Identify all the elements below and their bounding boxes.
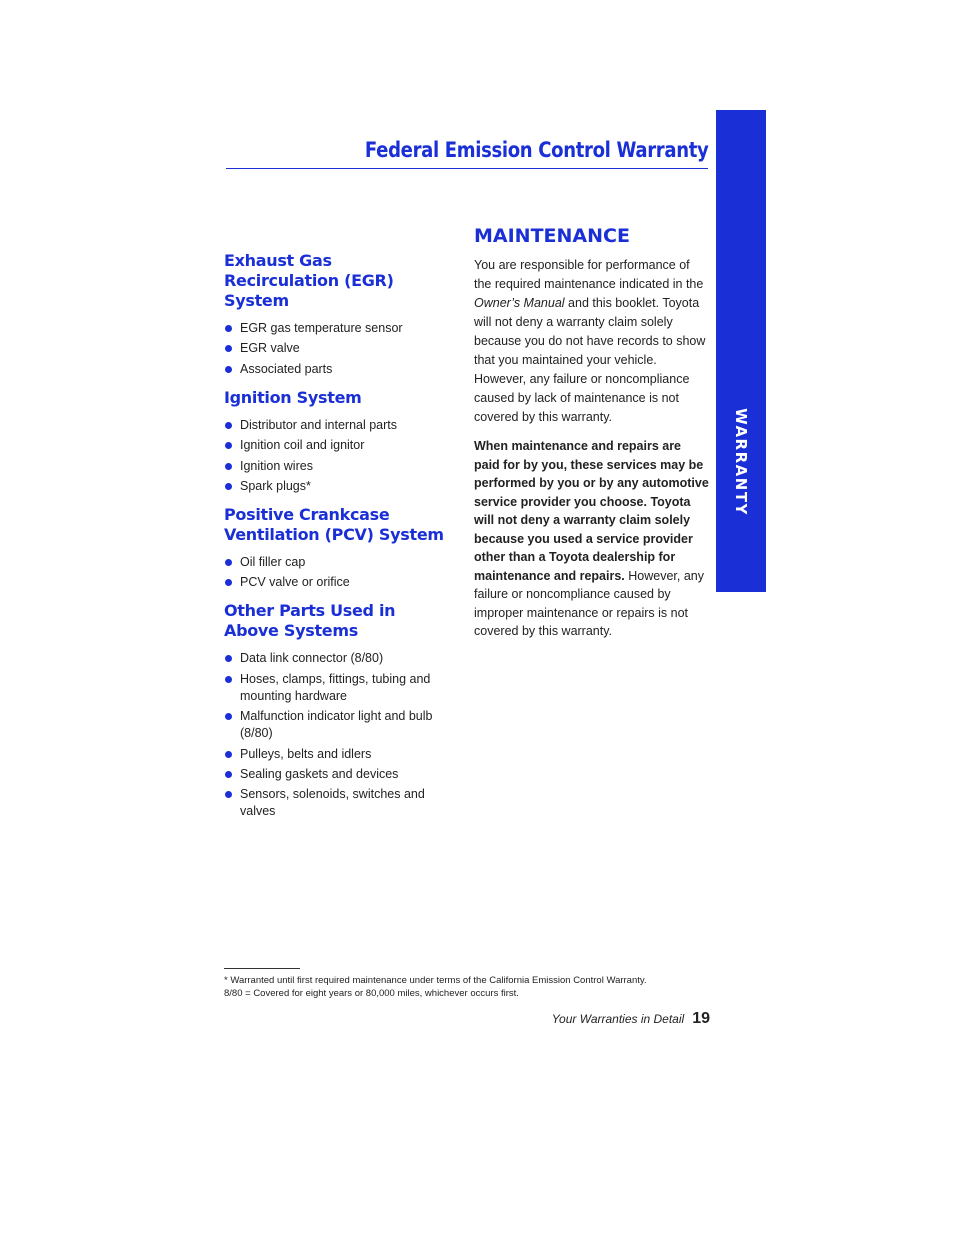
list-item: Ignition wires: [224, 458, 446, 475]
bullet-icon: [225, 325, 232, 332]
running-footer-text: Your Warranties in Detail: [551, 1012, 685, 1026]
bullet-icon: [225, 345, 232, 352]
left-column: [224, 251, 446, 830]
bullet-icon: [225, 422, 232, 429]
section-heading: Other Parts Used in Above Systems: [224, 601, 396, 641]
list-item: Ignition coil and ignitor: [224, 437, 446, 454]
section-heading: Ignition System: [224, 387, 362, 407]
list-item: Pulleys, belts and idlers: [224, 746, 446, 763]
section-tab-label: WARRANTY: [732, 408, 750, 516]
list-item: PCV valve or orifice: [224, 574, 446, 591]
list-item: Sensors, solenoids, switches and valves: [224, 786, 446, 820]
owners-manual-title: Owner’s Manual: [474, 296, 565, 310]
list-item: Oil filler cap: [224, 554, 446, 571]
list-item: Data link connector (8/80): [224, 650, 446, 667]
section-ignition: [224, 388, 446, 495]
list-item: EGR gas temperature sensor: [224, 320, 446, 337]
right-column: [474, 224, 710, 651]
section-egr: [224, 251, 446, 378]
repairs-paragraph: When maintenance and repairs are paid for by you, these services may be performed by you or by any automotive service provider you choose. Toyota will not deny a warranty claim solely because you used a service provider other than a Toyota dealership for maintenance and repairs. However, any failure or noncompliance caused by improper maintenance or repairs is not covered by this warranty.: [474, 439, 709, 638]
page-title: Federal Emission Control Warranty: [364, 138, 708, 162]
page-number: 19: [692, 1010, 710, 1027]
footnote-spark-plugs: * Warranted until first required maintenance under terms of the California Emission Control Warranty.: [224, 975, 647, 986]
bullet-icon: [225, 559, 232, 566]
bullet-icon: [225, 655, 232, 662]
bullet-icon: [225, 771, 232, 778]
list-item: Distributor and internal parts: [224, 417, 446, 434]
footnote-8-80: 8/80 = Covered for eight years or 80,000 miles, whichever occurs first.: [224, 988, 519, 999]
bullet-icon: [225, 366, 232, 373]
page-footer: [552, 1010, 710, 1028]
maintenance-paragraph: You are responsible for performance of the required maintenance indicated in the Owner’s Manual and this booklet. Toyota will not deny a warranty claim solely because you do not have records to show that you maintained your vehicle. However, any failure or noncompliance caused by lack of maintenance is not covered by this warranty.: [474, 258, 706, 424]
bullet-list: [224, 554, 446, 591]
footnotes: [224, 974, 714, 1000]
section-heading: Exhaust Gas Recirculation (EGR) System: [224, 251, 394, 310]
section-other-parts: [224, 601, 446, 820]
bullet-icon: [225, 791, 232, 798]
bullet-list: [224, 320, 446, 378]
bullet-icon: [225, 483, 232, 490]
bullet-icon: [225, 442, 232, 449]
bullet-icon: [225, 463, 232, 470]
bullet-icon: [225, 676, 232, 683]
section-tab: [716, 110, 766, 592]
section-heading: Positive Crankcase Ventilation (PCV) System: [224, 504, 444, 544]
list-item: EGR valve: [224, 340, 446, 357]
bullet-list: [224, 650, 446, 820]
section-pcv: [224, 505, 446, 591]
list-item: Sealing gaskets and devices: [224, 766, 446, 783]
page-header: [226, 136, 708, 169]
list-item: Malfunction indicator light and bulb (8/80): [224, 708, 446, 742]
list-item: Hoses, clamps, fittings, tubing and mounting hardware: [224, 671, 446, 705]
bullet-icon: [225, 713, 232, 720]
bullet-icon: [225, 751, 232, 758]
list-item: Associated parts: [224, 361, 446, 378]
bullet-list: [224, 417, 446, 495]
bullet-icon: [225, 579, 232, 586]
footnote-divider: [224, 968, 300, 969]
maintenance-heading: MAINTENANCE: [474, 225, 630, 247]
list-item: Spark plugs*: [224, 478, 446, 495]
